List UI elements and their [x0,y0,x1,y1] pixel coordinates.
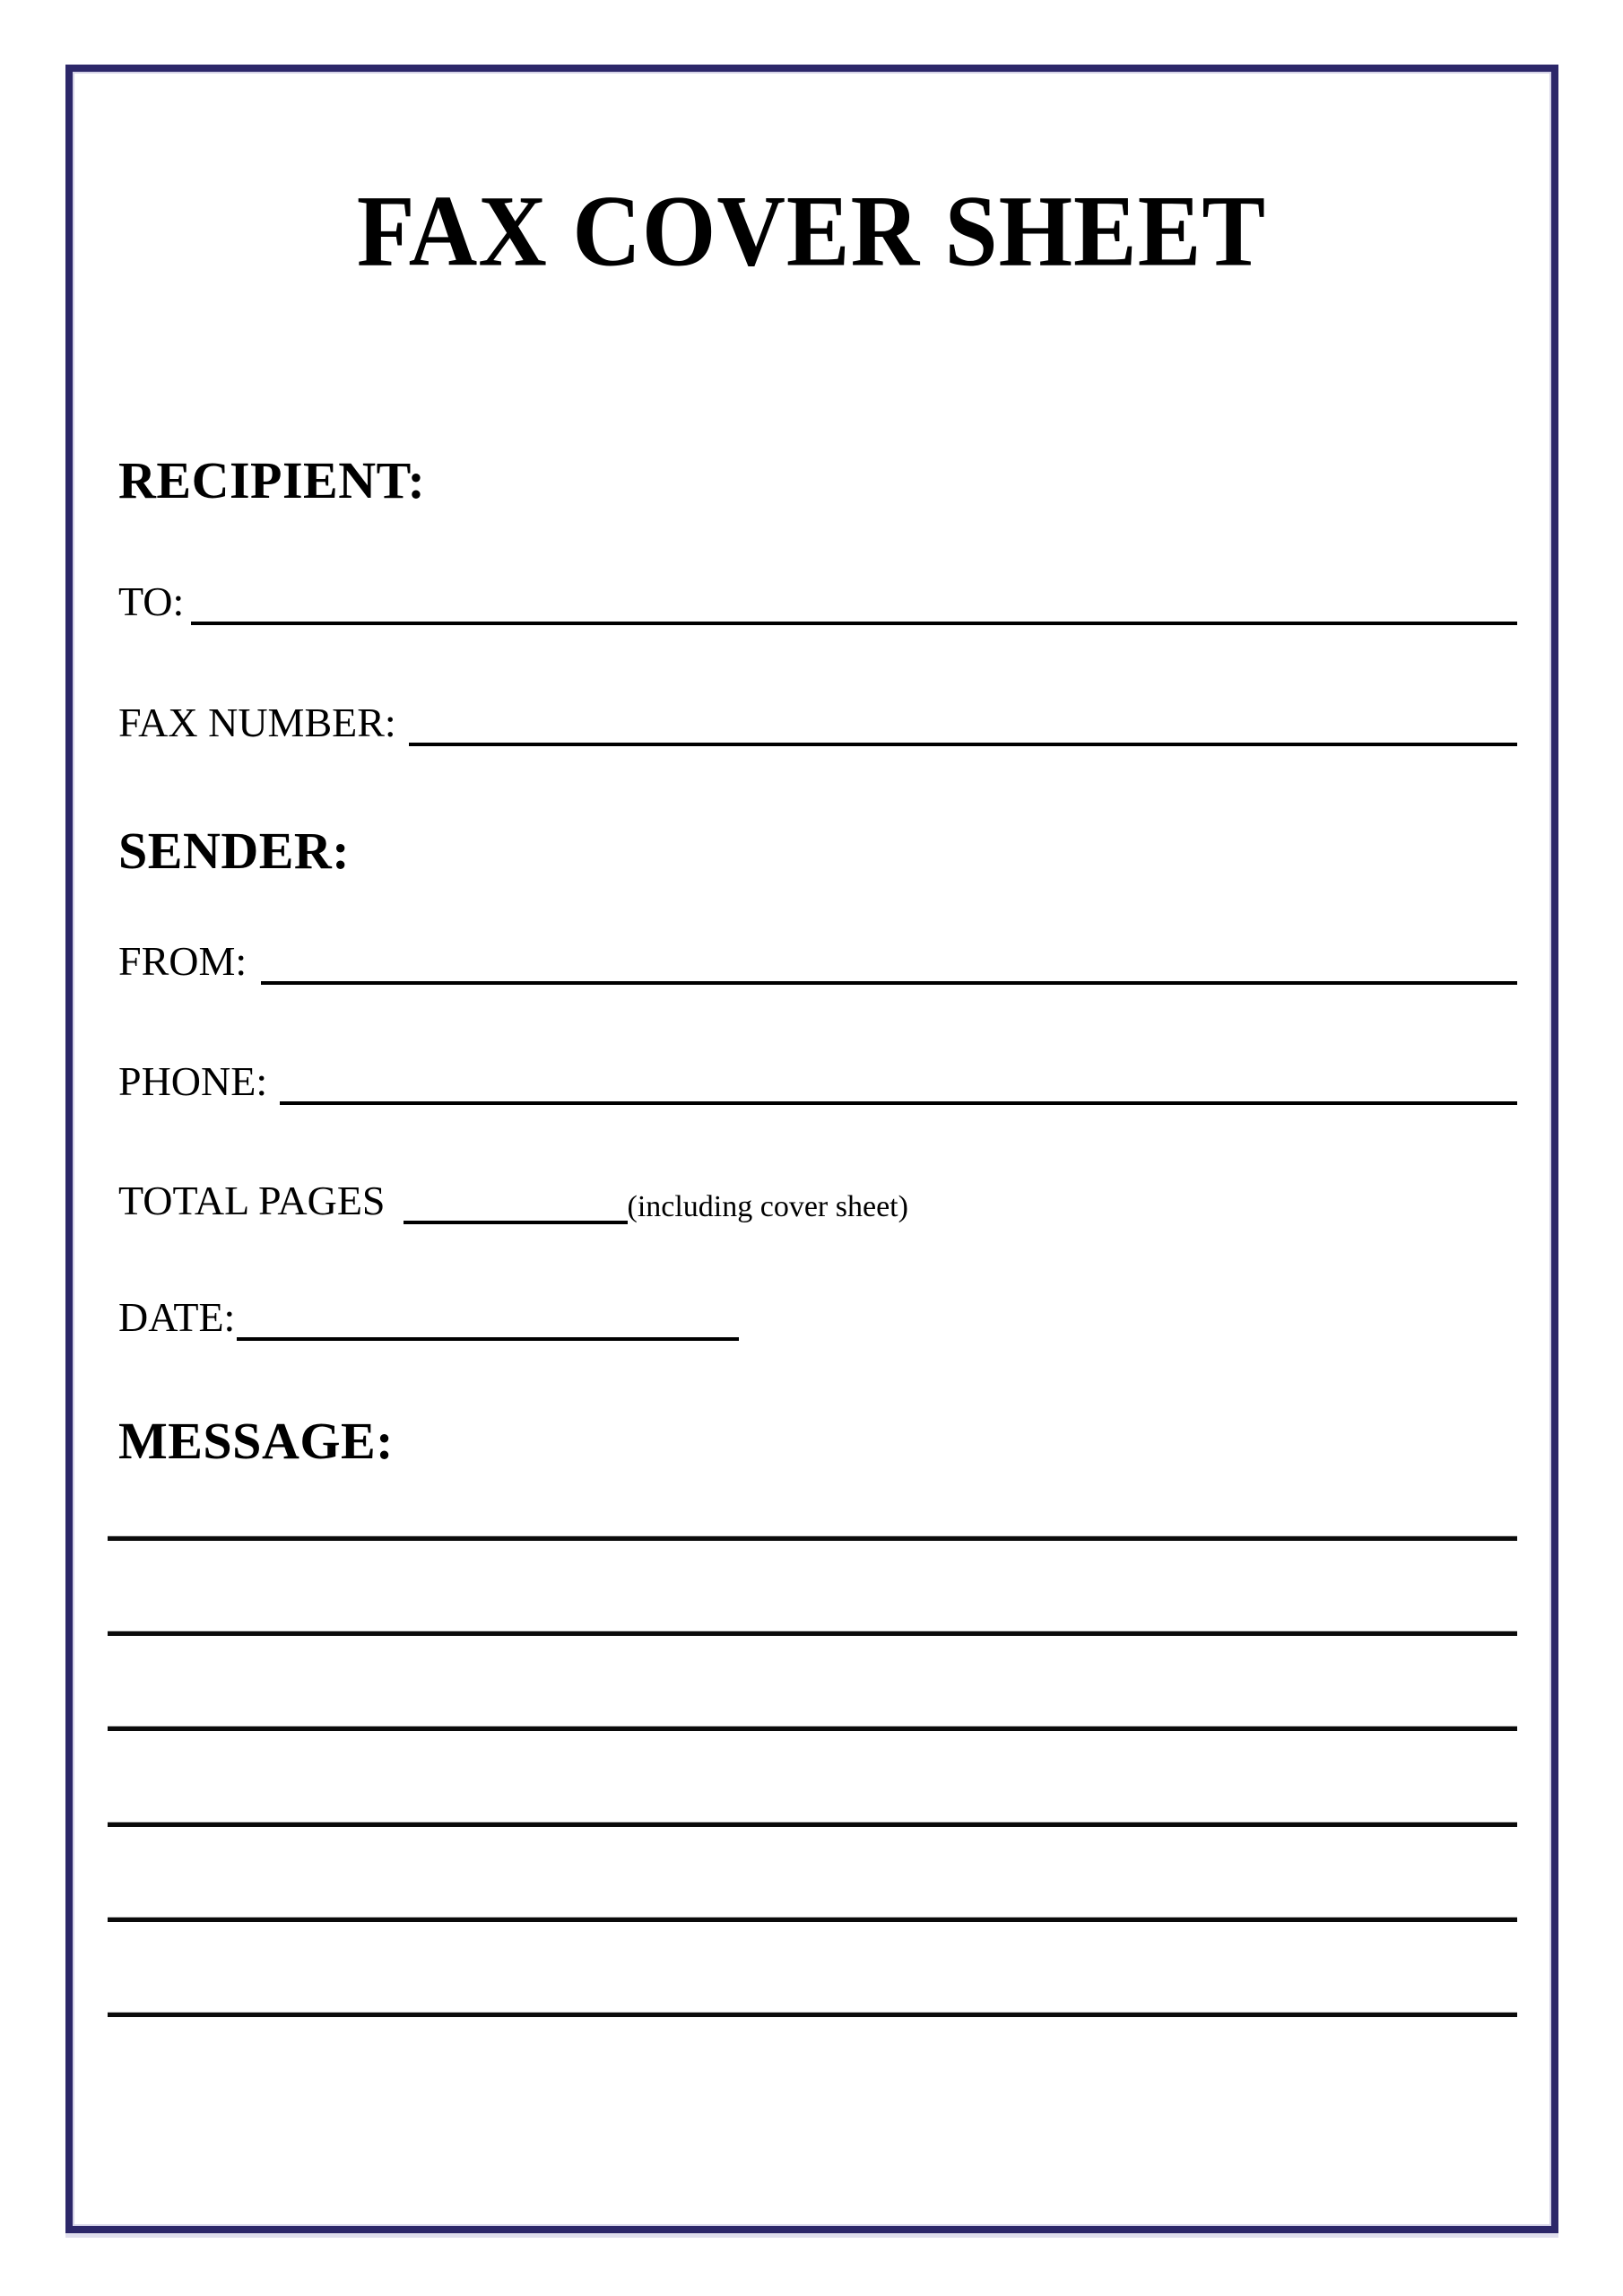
fax-number-field-row [118,698,1517,748]
date-label: DATE: [118,1294,236,1340]
recipient-section-heading: RECIPIENT: [118,451,426,509]
from-input-line[interactable] [261,945,1517,985]
message-line[interactable] [108,1822,1517,1827]
message-line[interactable] [108,1917,1517,1922]
phone-field-row [118,1057,1517,1107]
total-pages-input-line[interactable] [404,1185,628,1224]
date-field-row [118,1292,1517,1343]
date-input-line[interactable] [237,1301,739,1341]
message-line[interactable] [108,1631,1517,1636]
message-line[interactable] [108,1726,1517,1731]
page-border-frame [65,65,1558,2233]
to-input-line[interactable] [191,586,1517,625]
message-line[interactable] [108,1535,1517,1541]
phone-label: PHONE: [118,1058,268,1104]
fax-number-input-line[interactable] [409,707,1517,746]
to-label: TO: [118,578,185,624]
page-title: FAX COVER SHEET [356,174,1267,288]
message-section-heading: MESSAGE: [118,1412,394,1470]
fax-number-label: FAX NUMBER: [118,700,396,745]
from-field-row [118,936,1517,987]
from-label: FROM: [118,938,247,984]
sender-section-heading: SENDER: [118,822,351,880]
total-pages-note: (including cover sheet) [627,1190,908,1223]
total-pages-label: TOTAL PAGES [118,1178,386,1223]
phone-input-line[interactable] [280,1065,1517,1105]
message-line[interactable] [108,2012,1517,2017]
to-field-row [118,577,1517,627]
total-pages-field-row [118,1176,1517,1226]
